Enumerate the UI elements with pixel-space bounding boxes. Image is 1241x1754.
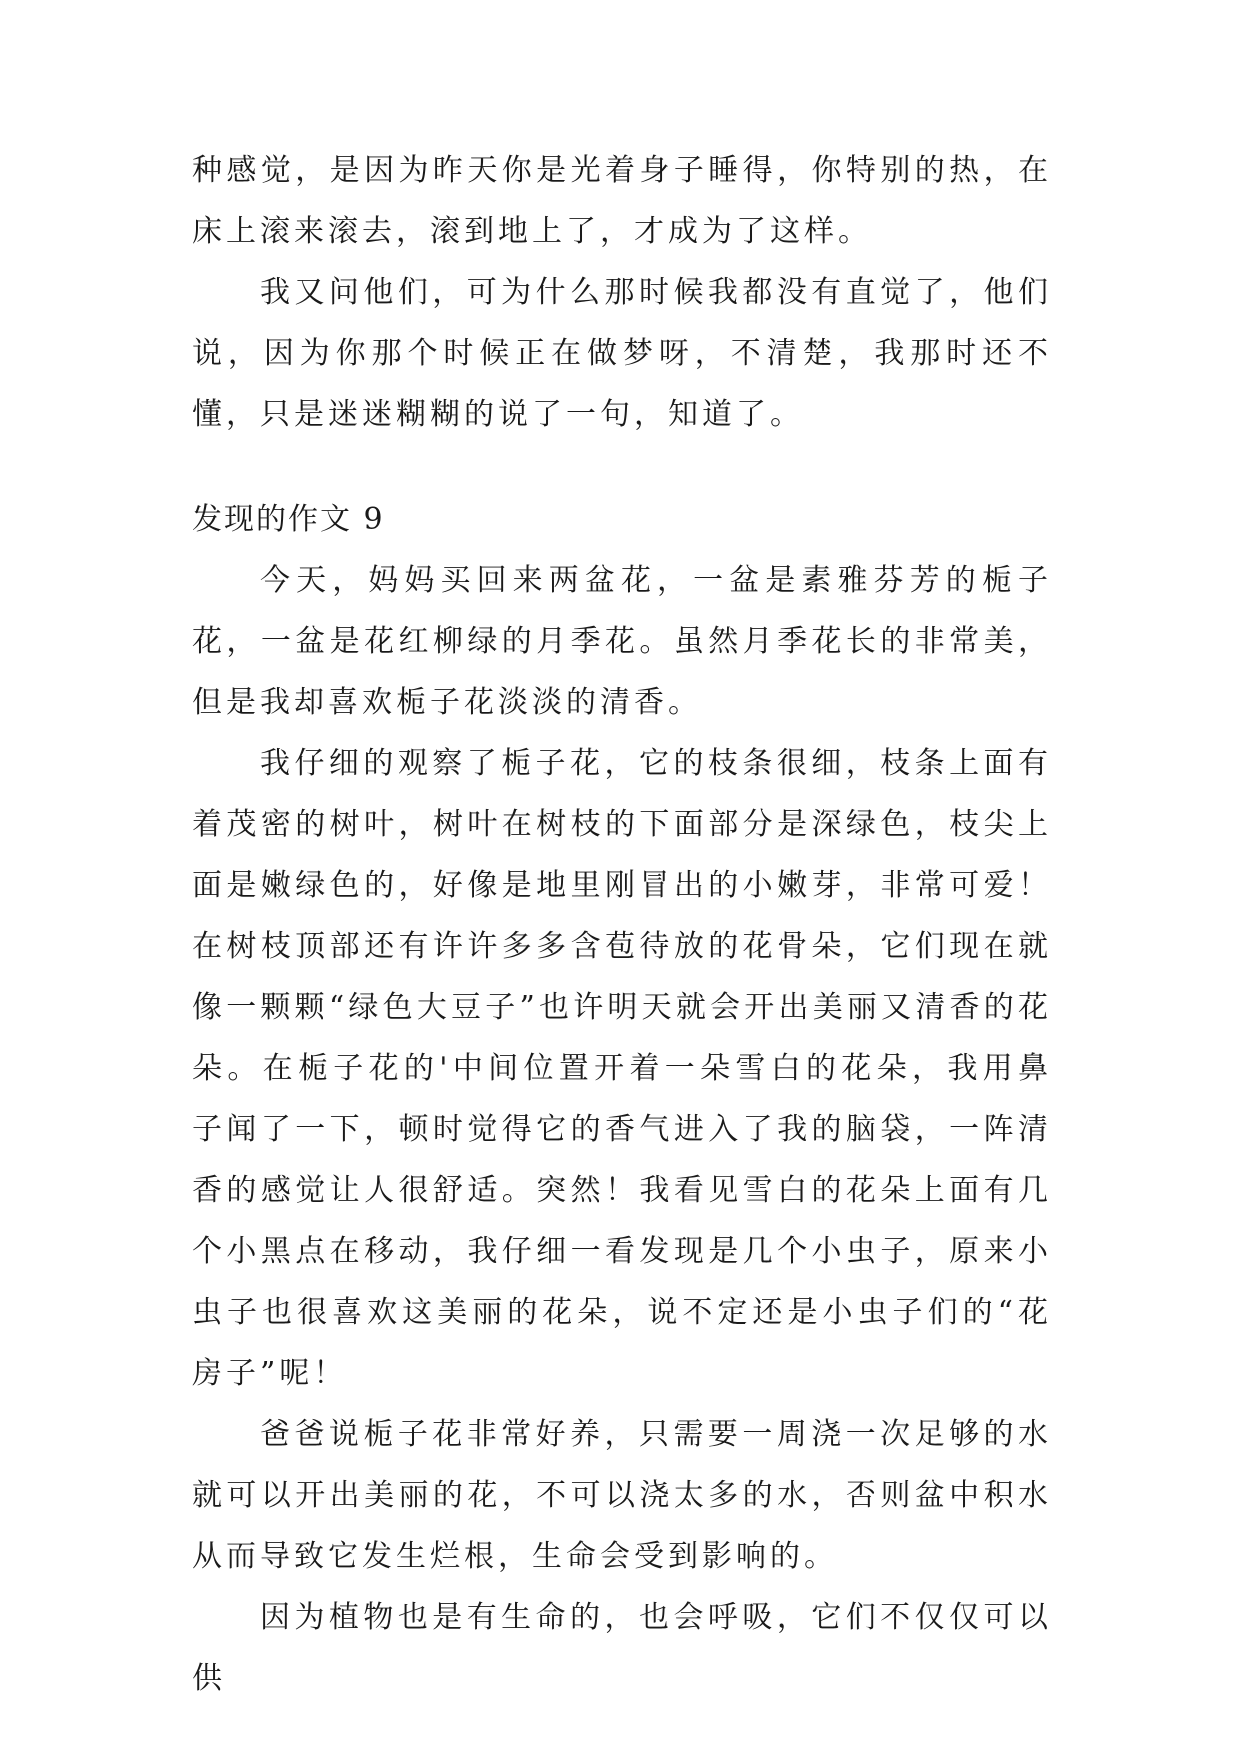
paragraph-truncated: 因为植物也是有生命的，也会呼吸，它们不仅仅可以供 [192, 1600, 1052, 1696]
paragraph: 今天，妈妈买回来两盆花，一盆是素雅芬芳的栀子花，一盆是花红柳绿的月季花。虽然月季花长的非常美，但是我却喜欢栀子花淡淡的清香。 [192, 563, 1052, 720]
paragraph: 我仔细的观察了栀子花，它的枝条很细，枝条上面有着茂密的树叶，树叶在树枝的下面部分是深绿色，枝尖上面是嫩绿色的，好像是地里刚冒出的小嫩芽，非常可爱！在树枝顶部还有许许多多含苞待放的花骨朵，它们现在就像一颗颗“绿色大豆子”也许明天就会开出美丽又清香的花朵。在栀子花的'中间位置开着一朵雪白的花朵，我用鼻子闻了一下，顿时觉得它的香气进入了我的脑袋，一阵清香的感觉让人很舒适。突然！我看见雪白的花朵上面有几个小黑点在移动，我仔细一看发现是几个小虫子，原来小虫子也很喜欢这美丽的花朵，说不定还是小虫子们的“花房子”呢！ [192, 746, 1052, 1391]
section-gap [192, 445, 1052, 489]
document-page [192, 140, 1052, 1709]
paragraph: 爸爸说栀子花非常好养，只需要一周浇一次足够的水就可以开出美丽的花，不可以浇太多的水，否则盆中积水从而导致它发生烂根，生命会受到影响的。 [192, 1417, 1052, 1574]
paragraph: 我又问他们，可为什么那时候我都没有直觉了，他们说，因为你那个时候正在做梦呀，不清楚，我那时还不懂，只是迷迷糊糊的说了一句，知道了。 [192, 275, 1052, 432]
section-heading: 发现的作文 9 [192, 502, 385, 537]
paragraph-continuation: 种感觉，是因为昨天你是光着身子睡得，你特别的热，在床上滚来滚去，滚到地上了，才成为了这样。 [192, 153, 1052, 249]
